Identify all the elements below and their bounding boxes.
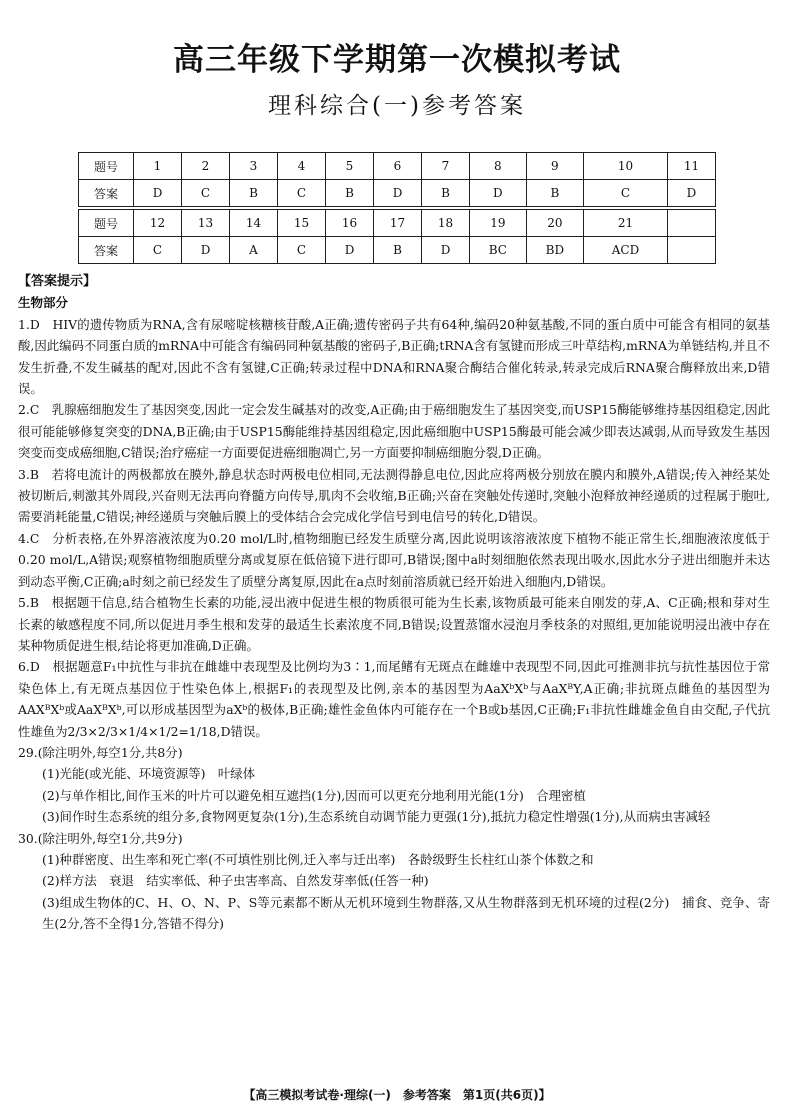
table-cell: D — [326, 237, 374, 264]
table-cell: D — [422, 237, 470, 264]
table-cell: D — [667, 180, 715, 207]
row-label: 题号 — [79, 153, 134, 180]
table-cell: B — [326, 180, 374, 207]
table-cell: 5 — [326, 153, 374, 180]
page-title: 高三年级下学期第一次模拟考试 — [173, 42, 621, 78]
page-subtitle: 理科综合(一)参考答案 — [268, 93, 526, 119]
answer-q1: 1.D HIV的遗传物质为RNA,含有尿嘧啶核糖核苷酸,A正确;遗传密码子共有64种,编码20种氨基酸,不同的蛋白质中可能含有相同的氨基酸,因此编码不同蛋白质的mRNA中可能含有编码同种氨基酸的密码子,B正确;tRNA含有氢键而形成三叶草结构,mRNA为单链结构,并且不发生折叠,不发生碱基的配对,因此不含有氢键,C正确;转录过程中DNA和RNA聚合酶结合催化转录,转录完成后RNA聚合酶释放出来,D错误。 — [18, 316, 771, 397]
page-footer: 【高三模拟考试卷·理综(一) 参考答案 第1页(共6页)】 — [243, 1088, 551, 1102]
answer-q5: 5.B 根据题干信息,结合植物生长素的功能,浸出液中促进生根的物质很可能为生长素,该物质最可能来自刚发的芽,A、C正确;根和芽对生长素的敏感程度不同,所以促进月季生根和发芽的最适生长素浓度不同,B错误;设置蒸馏水浸泡月季枝条的对照组,更加能说明浸出液中存在某种物质促进生根,结论将更加准确,D正确。 — [18, 595, 770, 653]
table-cell: 18 — [422, 210, 470, 237]
q29-line-1: (1)光能(或光能、环境资源等) 叶绿体 — [42, 766, 256, 782]
q29-line-3: (3)间作时生态系统的组分多,食物网更复杂(1分),生态系统自动调节能力更强(1分),抵抗力稳定性增强(1分),从而病虫害减轻 — [42, 809, 711, 825]
table-cell: 19 — [470, 210, 527, 237]
table-cell: C — [278, 237, 326, 264]
answer-row — [79, 237, 716, 264]
row-label: 题号 — [79, 210, 134, 237]
answer-explanations — [18, 271, 770, 935]
table-cell: ACD — [584, 237, 668, 264]
table-cell: B — [230, 180, 278, 207]
table-cell: B — [422, 180, 470, 207]
q29-line-2: (2)与单作相比,间作玉米的叶片可以避免相互遮挡(1分),因而可以更充分地利用光能(1分) 合理密植 — [42, 787, 586, 803]
table-cell: 9 — [526, 153, 583, 180]
table-cell: 17 — [374, 210, 422, 237]
table-cell: C — [278, 180, 326, 207]
table-cell: 3 — [230, 153, 278, 180]
question-number-row — [79, 210, 716, 237]
table-cell: 12 — [134, 210, 182, 237]
table-cell: 7 — [422, 153, 470, 180]
q30-heading: 30.(除注明外,每空1分,共9分) — [18, 830, 183, 846]
table-cell: D — [470, 180, 527, 207]
table-cell — [667, 210, 715, 237]
q30-line-1: (1)种群密度、出生率和死亡率(不可填性别比例,迁入率与迁出率) 各龄级野生长柱红山茶个体数之和 — [42, 851, 594, 867]
section-biology: 生物部分 — [18, 295, 69, 311]
table-cell — [667, 237, 715, 264]
table-cell: 16 — [326, 210, 374, 237]
table-cell: B — [526, 180, 583, 207]
table-cell: BC — [470, 237, 527, 264]
q29-heading: 29.(除注明外,每空1分,共8分) — [18, 744, 183, 760]
table-cell: BD — [526, 237, 583, 264]
table-cell: D — [134, 180, 182, 207]
table-cell: 4 — [278, 153, 326, 180]
table-cell: C — [182, 180, 230, 207]
answer-q6: 6.D 根据题意F₁中抗性与非抗在雌雄中表现型及比例均为3∶1,而尾鳍有无斑点在雌雄中表现型不同,因此可推测非抗与抗性基因位于常染色体上,有无斑点基因位于性染色体上,根据F₁的表现型及比例,亲本的基因型为AaXᵇXᵇ与AaXᴮY,A正确;非抗斑点雌鱼的基因型为AAXᴮXᵇ或AaXᴮXᵇ,可以形成基因型为aXᵇ的极体,B正确;雄性金鱼体内可能存在一个B或b基因,C正确;F₁非抗性雌雄金鱼自由交配,子代抗性雄鱼为2/3×2/3×1/4×1/2=1/18,D错误。 — [18, 659, 770, 739]
answer-table — [78, 152, 716, 264]
table-cell: 6 — [374, 153, 422, 180]
question-number-row — [79, 153, 716, 180]
table-cell: B — [374, 237, 422, 264]
table-cell: C — [584, 180, 668, 207]
row-label: 答案 — [79, 237, 134, 264]
answer-q2: 2.C 乳腺癌细胞发生了基因突变,因此一定会发生碱基对的改变,A正确;由于癌细胞发生了基因突变,而USP15酶能够维持基因组稳定,因此很可能能够修复突变的DNA,B正确;由于USP15酶能维持基因组稳定,因此癌细胞中USP15酶最可能会减少即表达减弱,从而导致发生基因突变而变成癌细胞,C错误;治疗癌症一方面要促进癌细胞凋亡,另一方面要抑制癌细胞分裂,D正确。 — [18, 402, 770, 461]
table-cell: 14 — [230, 210, 278, 237]
answer-q3: 3.B 若将电流计的两极都放在膜外,静息状态时两极电位相同,无法测得静息电位,因此应将两极分别放在膜内和膜外,A错误;传入神经某处被切断后,刺激其外周段,兴奋则无法再向脊髓方向传导,肌肉不会收缩,B正确;兴奋在突触处传递时,突触小泡释放神经递质的过程属于胞吐,需要消耗能量,C错误;神经递质与突触后膜上的受体结合会完成化学信号到电信号的转化,D错误。 — [18, 466, 770, 525]
table-cell: D — [182, 237, 230, 264]
table-cell: A — [230, 237, 278, 264]
table-cell: 15 — [278, 210, 326, 237]
tips-heading: 【答案提示】 — [18, 274, 97, 289]
table-cell: 20 — [526, 210, 583, 237]
table-cell: C — [134, 237, 182, 264]
table-cell: 21 — [584, 210, 668, 237]
table-cell: 2 — [182, 153, 230, 180]
table-cell: 8 — [470, 153, 527, 180]
row-label: 答案 — [79, 180, 134, 207]
answer-row — [79, 180, 716, 207]
q30-line-3: (3)组成生物体的C、H、O、N、P、S等元素都不断从无机环境到生物群落,又从生物群落到无机环境的过程(2分) 捕食、竞争、寄生(2分,答不全得1分,答错不得分) — [42, 894, 770, 932]
q30-line-2: (2)样方法 衰退 结实率低、种子虫害率高、自然发芽率低(任答一种) — [42, 873, 429, 889]
table-cell: 1 — [134, 153, 182, 180]
table-cell: 10 — [584, 153, 668, 180]
table-cell: 13 — [182, 210, 230, 237]
table-cell: D — [374, 180, 422, 207]
table-cell: 11 — [667, 153, 715, 180]
answer-q4: 4.C 分析表格,在外界溶液浓度为0.20 mol/L时,植物细胞已经发生质壁分离,因此说明该溶液浓度下植物不能正常生长,细胞液浓度低于0.20 mol/L,A错误;观察植物细胞质壁分离或复原在低倍镜下进行即可,B错误;图中a时刻细胞依然表现出吸水,因此水分子进出细胞并未达到动态平衡,C正确;a时刻之前已经发生了质壁分离复原,因此在a点时刻前溶质就已经开始进入细胞内,D错误。 — [18, 530, 770, 589]
